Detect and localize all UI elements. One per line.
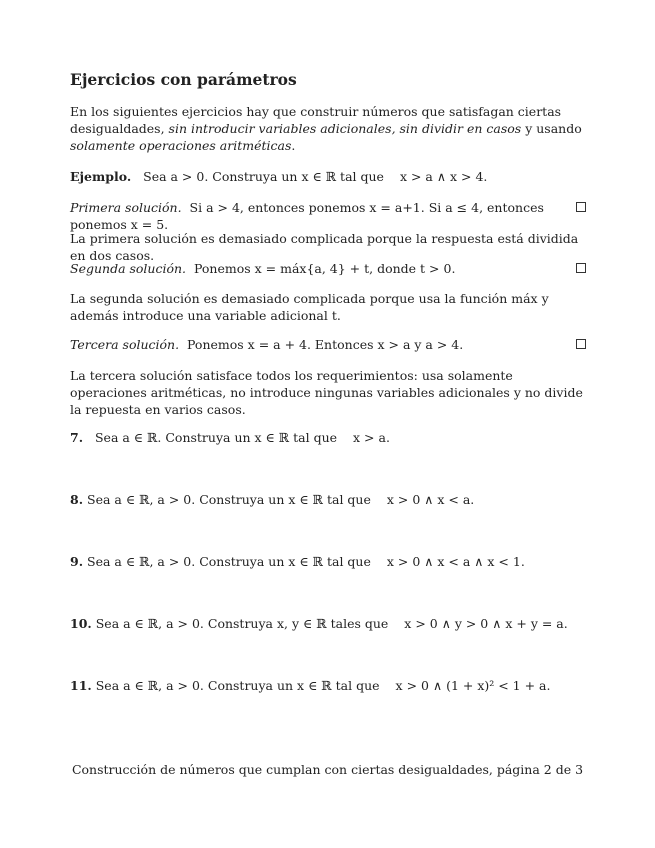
- third-solution-comment: La tercera solución satisface todos los requerimientos: usa solamente operaciones aritméticas, no introduce ningunas variables adicionales y no divide la repuesta en varios casos.: [70, 368, 583, 417]
- qed-square-icon: [576, 202, 586, 212]
- exercise-8: 8. Sea a ∈ ℝ, a > 0. Construya un x ∈ ℝ tal que x > 0 ∧ x < a.: [70, 492, 475, 507]
- page-footer: Construcción de números que cumplan con ciertas desigualdades, página 2 de 3: [71, 762, 584, 777]
- exercise-11: 11. Sea a ∈ ℝ, a > 0. Construya un x ∈ ℝ tal que x > 0 ∧ (1 + x)² < 1 + a.: [70, 678, 551, 693]
- qed-square-icon: [576, 339, 586, 349]
- second-solution: Segunda solución. Ponemos x = máx{a, 4} + t, donde t > 0.: [70, 261, 456, 276]
- third-solution: Tercera solución. Ponemos x = a + 4. Entonces x > a y a > 4.: [70, 337, 464, 352]
- first-solution: Primera solución. Si a > 4, entonces ponemos x = a+1. Si a ≤ 4, entonces ponemos x = 5.: [70, 200, 544, 232]
- example-statement: Ejemplo. Sea a > 0. Construya un x ∈ ℝ tal que x > a ∧ x > 4.: [70, 169, 488, 184]
- intro-paragraph: En los siguientes ejercicios hay que construir números que satisfagan ciertas desigualdades, sin introducir variables adicionales, sin dividir en casos y usando solamente operaciones aritméticas.: [70, 104, 582, 153]
- exercise-9: 9. Sea a ∈ ℝ, a > 0. Construya un x ∈ ℝ tal que x > 0 ∧ x < a ∧ x < 1.: [70, 554, 525, 569]
- first-solution-comment: La primera solución es demasiado complicada porque la respuesta está dividida en dos casos.: [70, 231, 579, 263]
- section-title: Ejercicios con parámetros: [70, 70, 297, 89]
- qed-square-icon: [576, 263, 586, 273]
- exercise-7: 7. Sea a ∈ ℝ. Construya un x ∈ ℝ tal que x > a.: [70, 430, 390, 445]
- exercise-10: 10. Sea a ∈ ℝ, a > 0. Construya x, y ∈ ℝ tales que x > 0 ∧ y > 0 ∧ x + y = a.: [70, 616, 568, 631]
- second-solution-comment: La segunda solución es demasiado complicada porque usa la función máx y además introduce una variable adicional t.: [70, 291, 549, 323]
